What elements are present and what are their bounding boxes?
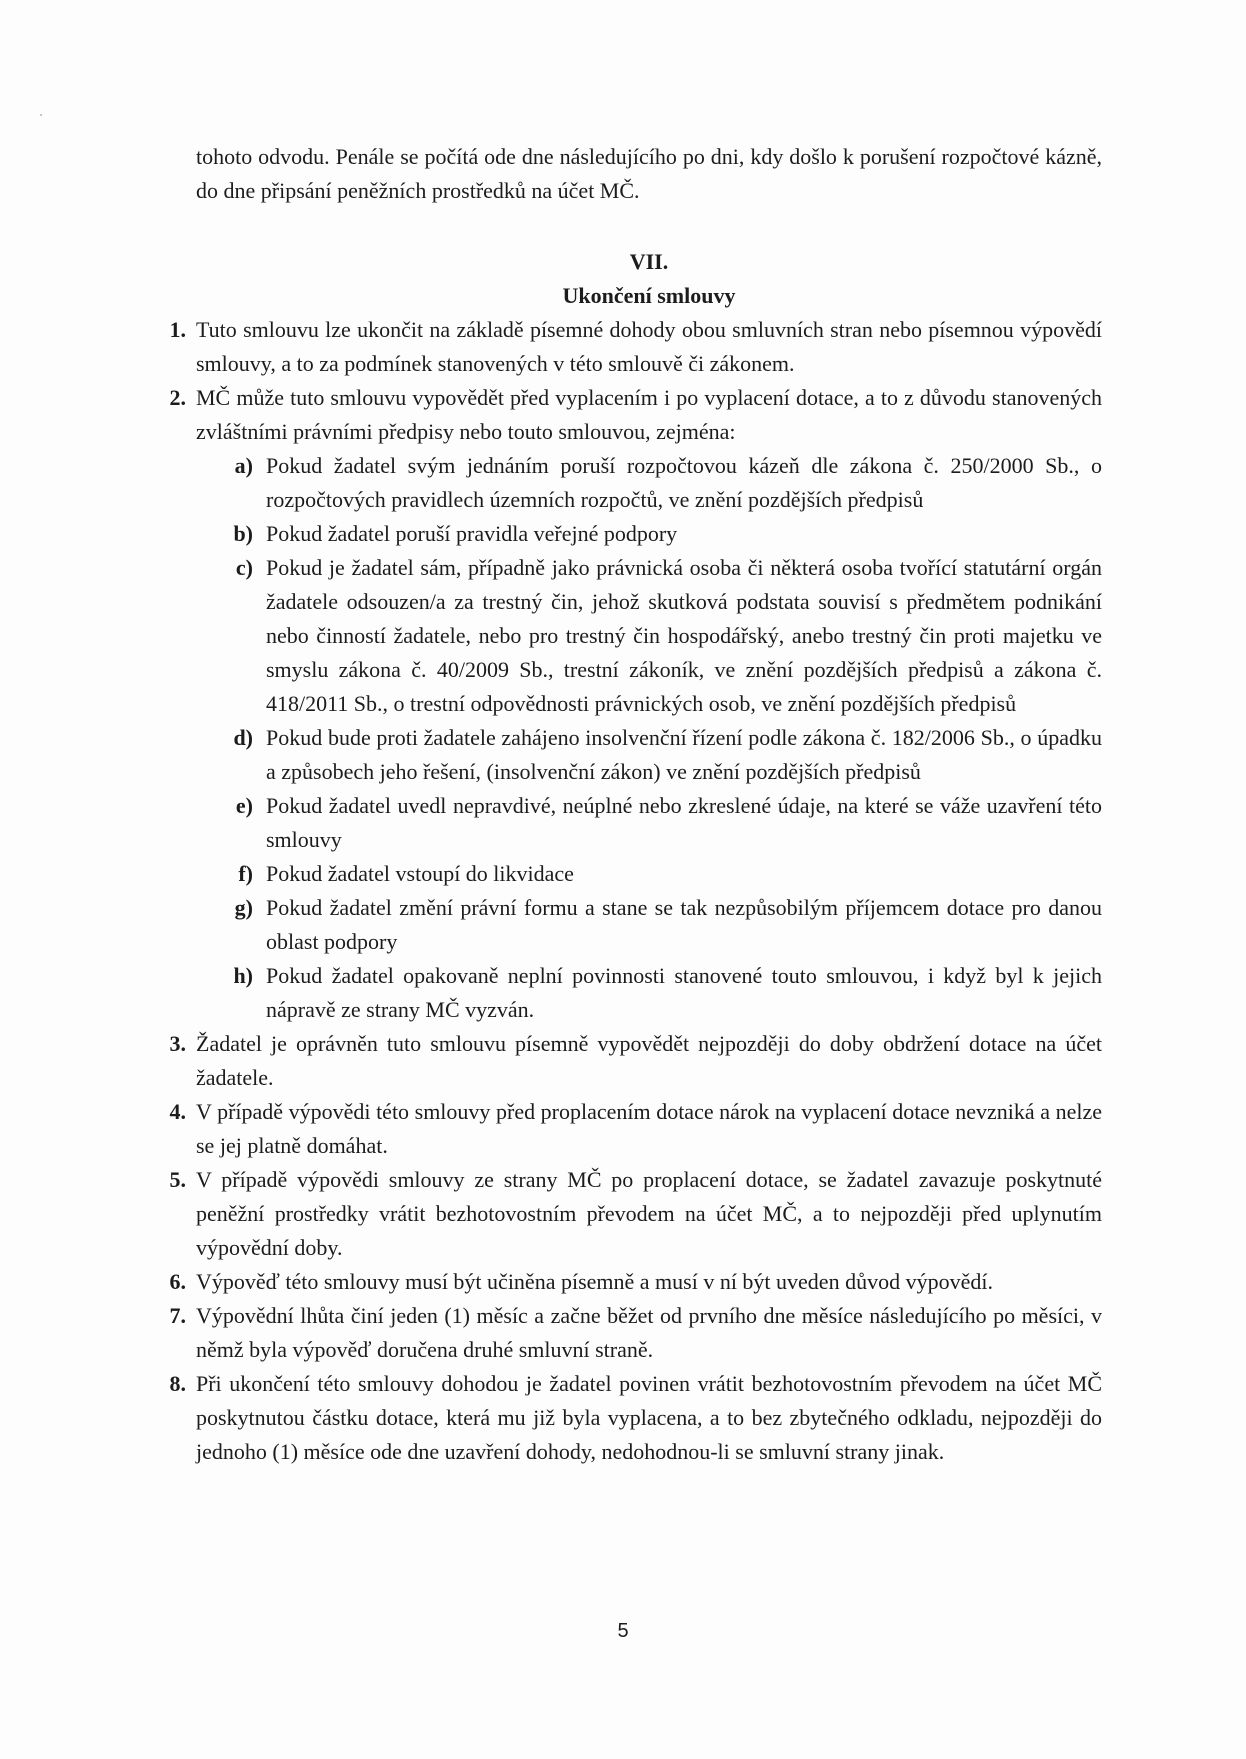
clause-text: Výpovědní lhůta činí jeden (1) měsíc a začne běžet od prvního dne měsíce následujícího po měsíci, v němž byla výpověď doručena druhé smluvní straně. [196,1303,1102,1362]
section-title: Ukončení smlouvy [562,283,736,308]
subclause-label: d) [233,725,253,750]
clause-item [146,313,1102,381]
clause-item [146,1095,1102,1163]
subclause-label: c) [235,555,253,580]
subclause-label: f) [238,861,253,886]
clause-list [146,313,1102,1469]
clause-number: 4. [169,1099,186,1124]
page-number: 5 [617,1620,629,1642]
clause-text: MČ může tuto smlouvu vypovědět před vyplacením i po vyplacení dotace, a to z důvodu stanovených zvláštními právními předpisy nebo touto smlouvou, zejména: [196,385,1102,444]
subclause-list [196,449,1102,1027]
subclause-label: h) [233,963,253,988]
subclause-item [196,789,1102,857]
clause-item [146,1299,1102,1367]
subclause-label: e) [235,793,253,818]
clause-item [146,1163,1102,1265]
subclause-text: Pokud žadatel poruší pravidla veřejné podpory [266,521,678,546]
subclause-text: Pokud žadatel uvedl nepravdivé, neúplné nebo zkreslené údaje, na které se váže uzavření této smlouvy [266,793,1102,852]
subclause-text: Pokud žadatel opakovaně neplní povinnosti stanovené touto smlouvou, i když byl k jejich nápravě ze strany MČ vyzván. [266,963,1102,1022]
subclause-label: g) [234,895,253,920]
subclause-item [196,721,1102,789]
clause-body [196,381,1102,1027]
clause-text: Výpověď této smlouvy musí být učiněna písemně a musí v ní být uveden důvod výpovědí. [196,1269,993,1294]
clause-number: 7. [169,1303,186,1328]
clause-item [146,1265,1102,1299]
clause-text: Při ukončení této smlouvy dohodou je žadatel povinen vrátit bezhotovostním převodem na účet MČ poskytnutou částku dotace, která mu již byla vyplacena, a to bez zbytečného odkladu, nejpozději do jednoho (1) měsíce ode dne uzavření dohody, nedohodnou-li se smluvní strany jinak. [196,1371,1102,1464]
clause-text: Žadatel je oprávněn tuto smlouvu písemně vypovědět nejpozději do doby obdržení dotace na účet žadatele. [196,1031,1102,1090]
subclause-item [196,517,1102,551]
subclause-text: Pokud žadatel svým jednáním poruší rozpočtovou kázeň dle zákona č. 250/2000 Sb., o rozpočtových pravidlech územních rozpočtů, ve znění pozdějších předpisů [266,453,1102,512]
clause-text: Tuto smlouvu lze ukončit na základě písemné dohody obou smluvních stran nebo písemnou výpovědí smlouvy, a to za podmínek stanovených v této smlouvě či zákonem. [196,317,1102,376]
clause-number: 1. [169,317,186,342]
subclause-item [196,857,1102,891]
intro-paragraph: tohoto odvodu. Penále se počítá ode dne následujícího po dni, kdy došlo k porušení rozpočtové kázně, do dne připsání peněžních prostředků na účet MČ. [196,144,1102,203]
subclause-label: b) [233,521,253,546]
clause-number: 5. [169,1167,186,1192]
scan-speck [40,114,42,116]
clause-number: 6. [169,1269,186,1294]
subclause-item [196,959,1102,1027]
clause-text: V případě výpovědi této smlouvy před proplacením dotace nárok na vyplacení dotace nevzniká a nelze se jej platně domáhat. [196,1099,1102,1158]
subclause-item [196,891,1102,959]
clause-number: 8. [169,1371,186,1396]
clause-text: V případě výpovědi smlouvy ze strany MČ po proplacení dotace, se žadatel zavazuje poskytnuté peněžní prostředky vrátit bezhotovostním převodem na účet MČ, a to nejpozději před uplynutím výpovědní doby. [196,1167,1102,1260]
subclause-text: Pokud je žadatel sám, případně jako právnická osoba či některá osoba tvořící statutární orgán žadatele odsouzen/a za trestný čin, jehož skutková podstata souvisí s předmětem podnikání nebo činností žadatele, nebo pro trestný čin hospodářský, anebo trestný čin proti majetku ve smyslu zákona č. 40/2009 Sb., trestní zákoník, ve znění pozdějších předpisů a zákona č. 418/2011 Sb., o trestní odpovědnosti právnických osob, ve znění pozdějších předpisů [266,555,1102,716]
clause-item [146,1367,1102,1469]
subclause-text: Pokud žadatel vstoupí do likvidace [266,861,574,886]
subclause-label: a) [234,453,253,478]
clause-number: 2. [169,385,186,410]
subclause-text: Pokud bude proti žadatele zahájeno insolvenční řízení podle zákona č. 182/2006 Sb., o úpadku a způsobech jeho řešení, (insolvenční zákon) ve znění pozdějších předpisů [266,725,1102,784]
subclause-text: Pokud žadatel změní právní formu a stane se tak nezpůsobilým příjemcem dotace pro danou oblast podpory [266,895,1102,954]
clause-item [146,381,1102,1027]
clause-item [146,1027,1102,1095]
subclause-item [196,449,1102,517]
clause-number: 3. [169,1031,186,1056]
section-number: VII. [629,249,669,274]
subclause-item [196,551,1102,721]
